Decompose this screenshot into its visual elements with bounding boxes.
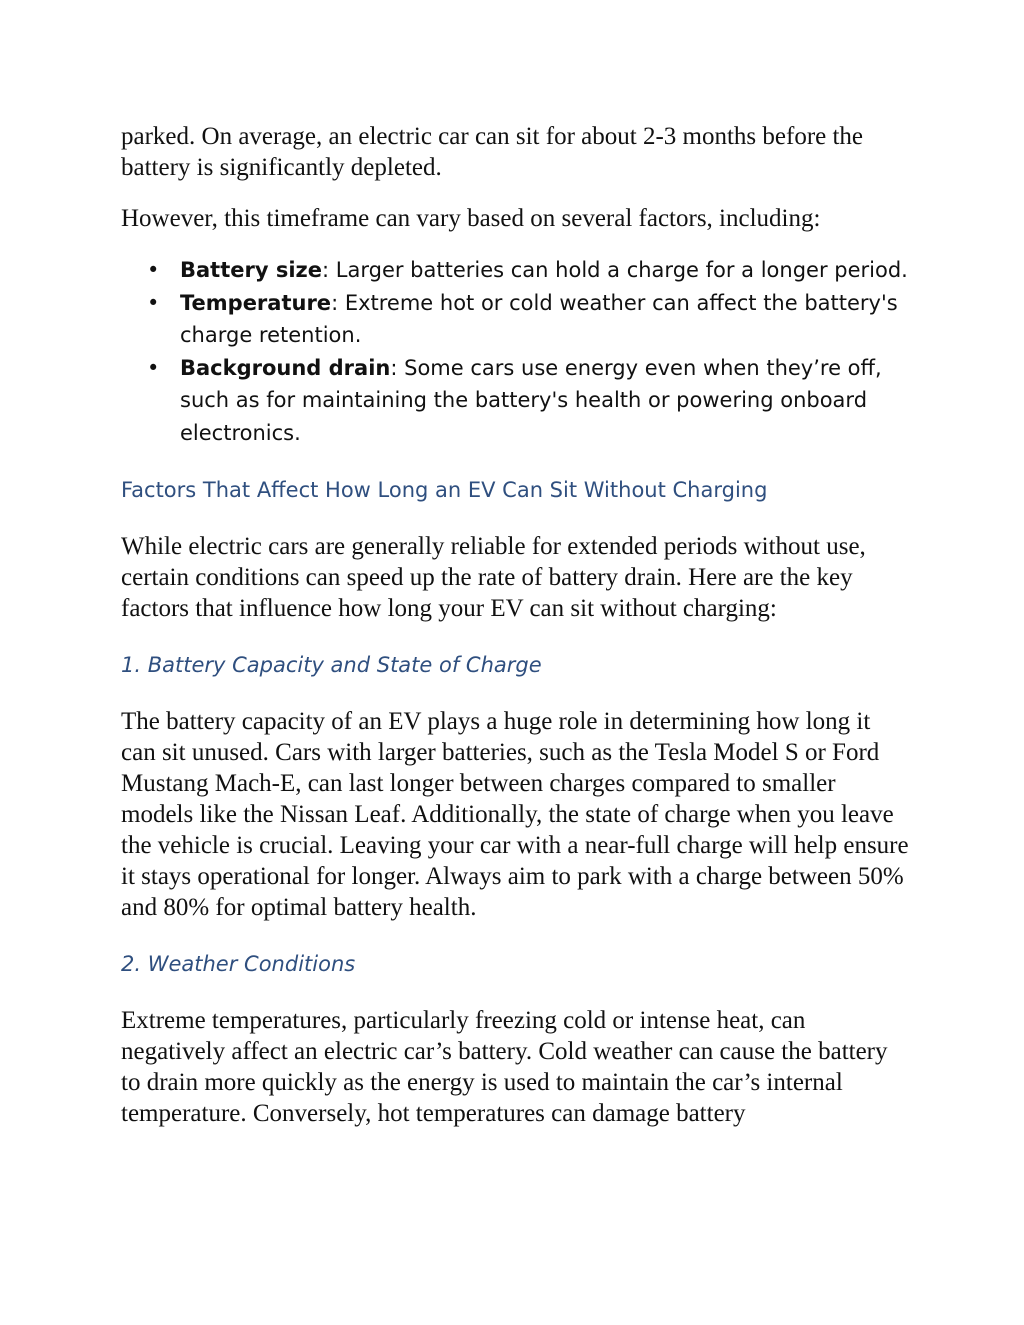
- weather-paragraph: Extreme temperatures, particularly freezing cold or intense heat, can negatively affect an electric car’s battery. Cold weather can cause the battery to drain more quickly as the energy is used to maintain the car’s internal temperature. Conversely, hot temperatures can damage battery: [121, 1007, 888, 1127]
- subheading-weather: 2. Weather Conditions: [121, 952, 356, 976]
- bullet-icon: •: [147, 290, 160, 315]
- bullet-text: : Extreme hot or cold weather can affect the battery's charge retention.: [180, 290, 898, 347]
- bullet-text: : Larger batteries can hold a charge for a longer period.: [322, 258, 908, 282]
- subheading-battery-capacity: 1. Battery Capacity and State of Charge: [121, 653, 542, 677]
- document-page: [121, 121, 911, 1129]
- bullet-term: Temperature: [180, 290, 332, 315]
- list-item: [121, 287, 911, 352]
- however-paragraph: However, this timeframe can vary based on several factors, including:: [121, 205, 821, 232]
- bullet-icon: •: [147, 258, 160, 282]
- bullet-icon: •: [147, 355, 160, 380]
- list-item: [121, 352, 911, 450]
- section-heading-factors: Factors That Affect How Long an EV Can Sit Without Charging: [121, 478, 768, 502]
- intro-paragraph: parked. On average, an electric car can sit for about 2-3 months before the battery is significantly depleted.: [121, 123, 864, 181]
- factors-intro-paragraph: While electric cars are generally reliable for extended periods without use, certain conditions can speed up the rate of battery drain. Here are the key factors that influence how long your EV can sit without charging:: [121, 533, 866, 622]
- battery-capacity-paragraph: The battery capacity of an EV plays a huge role in determining how long it can sit unused. Cars with larger batteries, such as the Tesla Model S or Ford Mustang Mach-E, can last longer between charges compared to smaller models like the Nissan Leaf. Additionally, the state of charge when you leave the vehicle is crucial. Leaving your car with a near-full charge will help ensure it stays operational for longer. Always aim to park with a charge between 50% and 80% for optimal battery health.: [121, 708, 909, 921]
- list-item: [121, 254, 911, 287]
- bullet-term: Battery size: [180, 258, 323, 282]
- factors-bullet-list: [121, 254, 911, 449]
- bullet-text: : Some cars use energy even when they’re off, such as for maintaining the battery's health or powering onboard electronics.: [180, 355, 882, 445]
- bullet-term: Background drain: [180, 355, 391, 380]
